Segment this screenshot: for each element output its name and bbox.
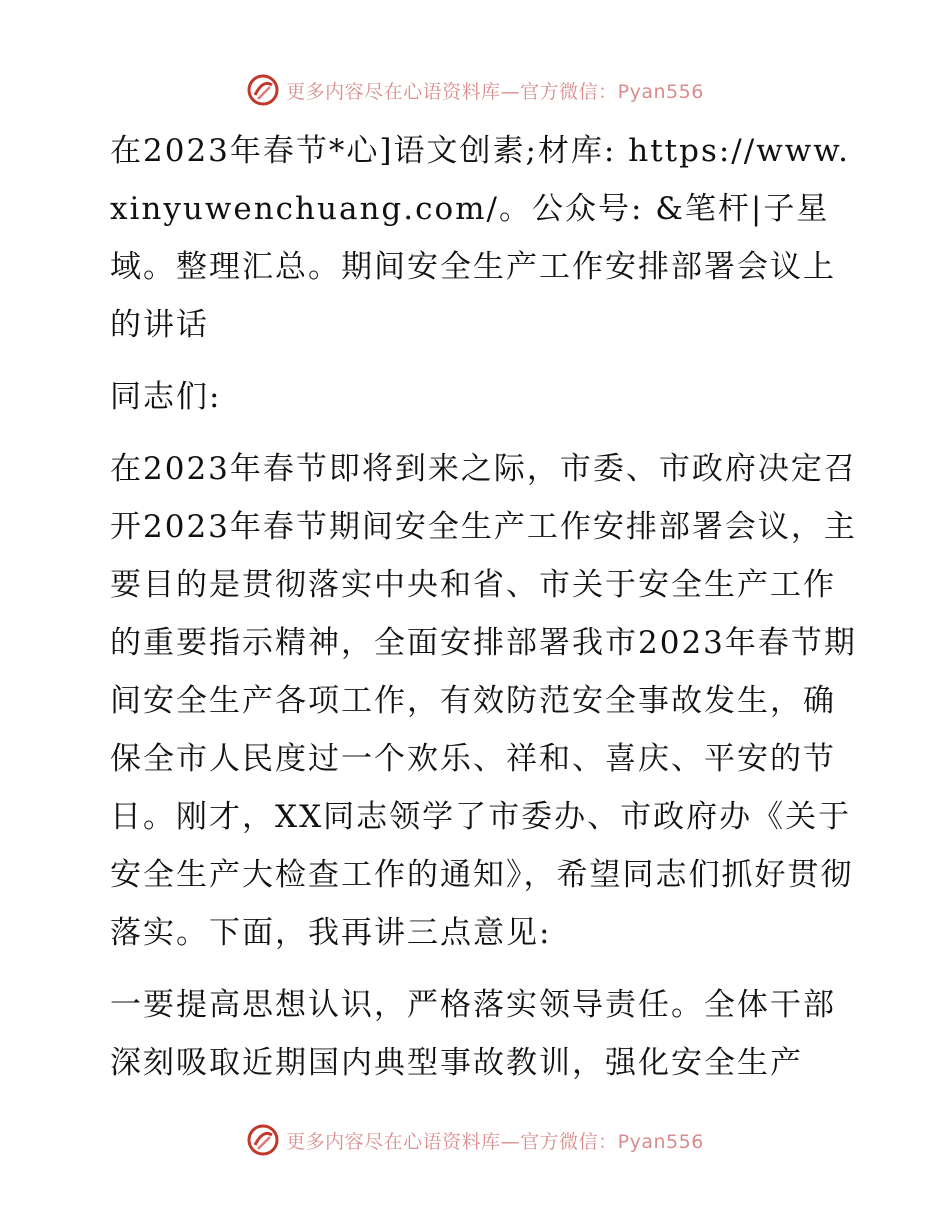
watermark-logo-icon [246, 1123, 280, 1157]
watermark-text: 更多内容尽在心语资料库—官方微信：Pyan556 [286, 80, 704, 103]
paragraph-1: 在2023年春节即将到来之际，市委、市政府决定召开2023年春节期间安全生产工作安排部署会议，主要目的是贯彻落实中央和省、市关于安全生产工作的重要指示精神，全面安排部署我市2023年春节期间安全生产各项工作，有效防范安全事故发生，确保全市人民度过一个欢乐、祥和、喜庆、平安的节日。刚才，XX同志领学了市委办、市政府办《关于安全生产大检查工作的通知》，希望同志们抓好贯彻落实。下面，我再讲三点意见: [110, 451, 857, 951]
document-title: 在2023年春节*心]语文创素;材库: https://www.xinyuwenchuang.com/。公众号: &笔杆|子星域。整理汇总。期间安全生产工作安排部署会议上的讲话 [110, 133, 850, 343]
paragraph-2: 一要提高思想认识，严格落实领导责任。全体干部深刻吸取近期国内典型事故教训，强化安全生产 [110, 987, 836, 1081]
document-body [98, 122, 868, 1092]
footer-watermark [0, 1120, 950, 1160]
salutation: 同志们: [110, 379, 222, 415]
watermark-group [246, 1123, 704, 1157]
watermark-text: 更多内容尽在心语资料库—官方微信：Pyan556 [286, 1130, 704, 1153]
watermark-group [246, 73, 704, 107]
header-watermark [0, 70, 950, 110]
watermark-logo-icon [246, 73, 280, 107]
